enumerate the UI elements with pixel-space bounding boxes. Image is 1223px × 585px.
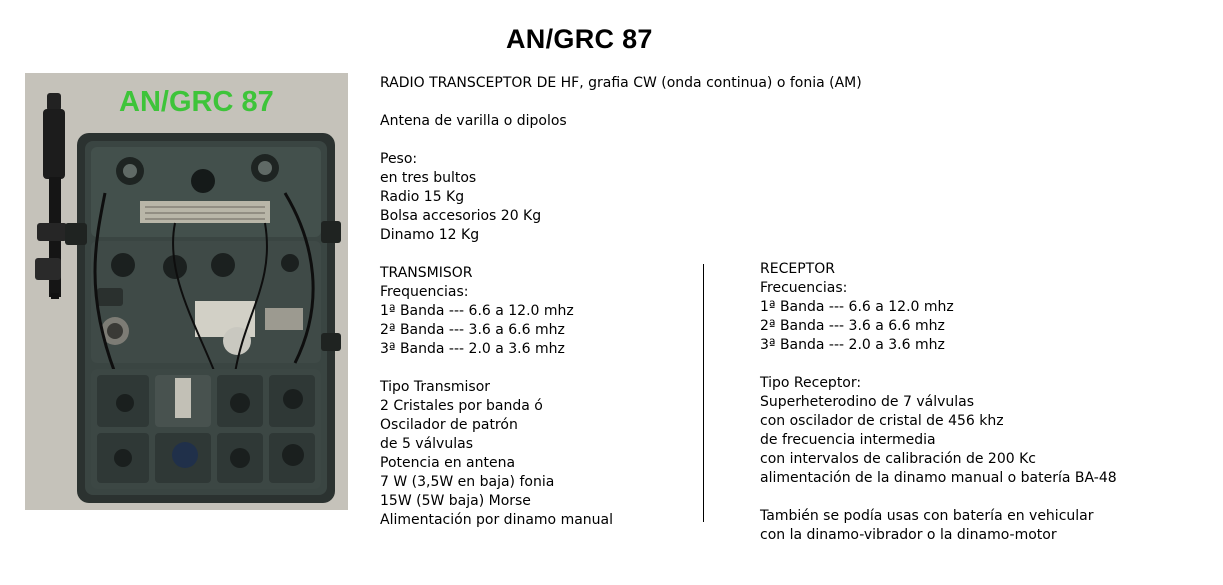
- transmisor-tipo-line: Potencia en antena: [380, 455, 516, 471]
- transmisor-band: 3ª Banda --- 2.0 a 3.6 mhz: [380, 341, 565, 357]
- intro-block-2: [380, 112, 567, 131]
- peso-line: Bolsa accesorios 20 Kg: [380, 208, 542, 224]
- transmisor-tipo-heading: Tipo Transmisor: [380, 379, 491, 395]
- transmisor-tipo-line: 2 Cristales por banda ó: [380, 398, 543, 414]
- receptor-heading: RECEPTOR: [760, 261, 835, 277]
- transmisor-heading: TRANSMISOR: [380, 265, 473, 281]
- receptor-tipo-line: de frecuencia intermedia: [760, 432, 936, 448]
- receptor-tipo-line: con intervalos de calibración de 200 Kc: [760, 451, 1036, 467]
- transmisor-band: 2ª Banda --- 3.6 a 6.6 mhz: [380, 322, 565, 338]
- receptor-block: [760, 260, 954, 355]
- receptor-note-line: con la dinamo-vibrador o la dinamo-motor: [760, 527, 1057, 543]
- receptor-note-block: [760, 507, 1094, 545]
- receptor-tipo-block: [760, 374, 1117, 488]
- receptor-tipo-line: alimentación de la dinamo manual o batería BA-48: [760, 470, 1117, 486]
- receptor-band: 1ª Banda --- 6.6 a 12.0 mhz: [760, 299, 954, 315]
- radio-photo: [25, 73, 348, 510]
- peso-line: Radio 15 Kg: [380, 189, 465, 205]
- column-divider: [703, 264, 704, 522]
- intro-line-1: RADIO TRANSCEPTOR DE HF, grafia CW (onda continua) o fonia (AM): [380, 75, 862, 91]
- peso-line: Dinamo 12 Kg: [380, 227, 480, 243]
- radio-case: [65, 133, 341, 503]
- transmisor-tipo-line: Alimentación por dinamo manual: [380, 512, 613, 528]
- page-title: AN/GRC 87: [506, 24, 653, 54]
- radio-illustration: [25, 73, 348, 510]
- transmisor-tipo-line: Oscilador de patrón: [380, 417, 518, 433]
- peso-heading: Peso:: [380, 151, 418, 167]
- receptor-tipo-line: con oscilador de cristal de 456 khz: [760, 413, 1004, 429]
- photo-overlay-label: AN/GRC 87: [119, 86, 274, 118]
- transmisor-block: [380, 264, 574, 359]
- receptor-tipo-heading: Tipo Receptor:: [760, 375, 862, 391]
- receptor-freq-heading: Frecuencias:: [760, 280, 848, 296]
- peso-line: en tres bultos: [380, 170, 477, 186]
- receptor-band: 2ª Banda --- 3.6 a 6.6 mhz: [760, 318, 945, 334]
- transmisor-tipo-line: 7 W (3,5W en baja) fonia: [380, 474, 555, 490]
- transmisor-freq-heading: Frequencias:: [380, 284, 469, 300]
- transmisor-tipo-line: 15W (5W baja) Morse: [380, 493, 531, 509]
- transmisor-tipo-block: [380, 378, 613, 530]
- peso-block: [380, 150, 541, 245]
- receptor-tipo-line: Superheterodino de 7 válvulas: [760, 394, 975, 410]
- transmisor-band: 1ª Banda --- 6.6 a 12.0 mhz: [380, 303, 574, 319]
- transmisor-tipo-line: de 5 válvulas: [380, 436, 473, 452]
- receptor-band: 3ª Banda --- 2.0 a 3.6 mhz: [760, 337, 945, 353]
- intro-line-2: Antena de varilla o dipolos: [380, 113, 567, 129]
- intro-block: [380, 74, 862, 93]
- receptor-note-line: También se podía usas con batería en vehicular: [760, 508, 1094, 524]
